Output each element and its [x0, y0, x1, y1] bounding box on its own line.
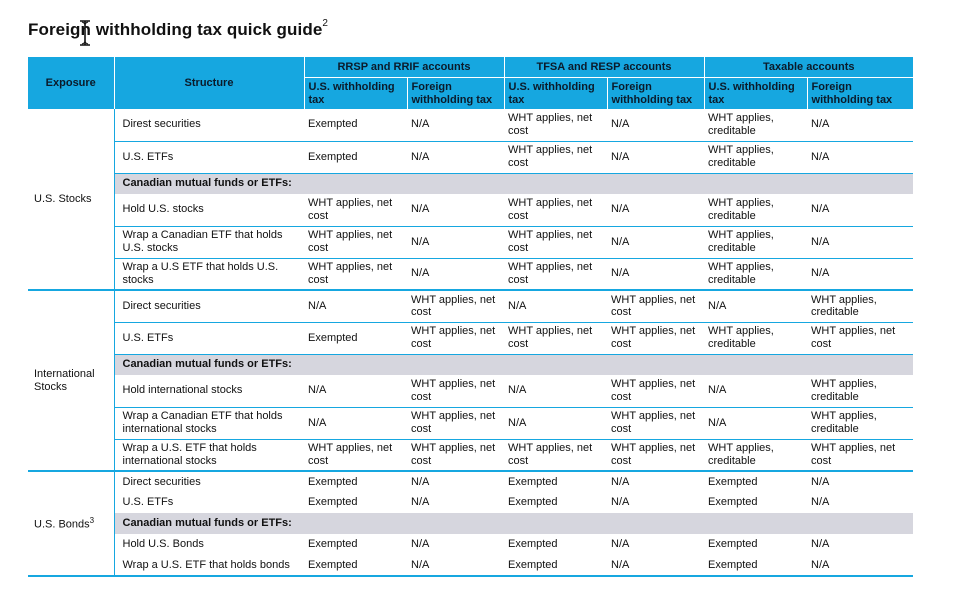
table-cell: WHT applies, creditable [704, 226, 807, 258]
structure-cell: Wrap a Canadian ETF that holds international stocks [114, 407, 304, 439]
table-cell: WHT applies, net cost [504, 109, 607, 141]
header-group-tfsa: TFSA and RESP accounts [504, 57, 704, 78]
exposure-label [28, 290, 114, 471]
table-cell: Exempted [508, 496, 558, 509]
table-cell: WHT applies, net cost [504, 194, 607, 226]
structure-cell: U.S. ETFs [122, 496, 174, 509]
table-cell: Exempted [308, 496, 358, 509]
table-cell: WHT applies, creditable [704, 258, 807, 290]
table-cell: WHT applies, creditable [704, 109, 807, 141]
table-row [28, 375, 913, 407]
exposure-label-text: U.S. Bonds [34, 519, 90, 532]
section-band: Canadian mutual funds or ETFs: [114, 513, 913, 534]
table-cell: N/A [407, 226, 504, 258]
table-cell: N/A [504, 407, 607, 439]
table-cell: WHT applies, net cost [407, 375, 504, 407]
table-cell: Exempted [704, 555, 807, 576]
table-cell: WHT applies, net cost [504, 258, 607, 290]
structure-cell: Wrap a Canadian ETF that holds U.S. stocks [114, 226, 304, 258]
table-cell: N/A [304, 290, 407, 322]
table-cell: N/A [607, 226, 704, 258]
table-row [28, 471, 913, 492]
table-cell: WHT applies, net cost [304, 258, 407, 290]
table-cell: WHT applies, creditable [704, 141, 807, 173]
table-cell: Exempted [708, 475, 758, 488]
table-cell: N/A [811, 475, 830, 488]
table-cell: WHT applies, net cost [607, 439, 704, 471]
table-cell: N/A [607, 194, 704, 226]
table-cell: WHT applies, net cost [504, 439, 607, 471]
header-sub: Foreign withholding tax [807, 78, 913, 110]
text-cursor-icon [77, 20, 93, 46]
table-cell: N/A [407, 194, 504, 226]
table-row [28, 109, 913, 141]
table-cell: Exempted [304, 555, 407, 576]
table-cell: WHT applies, creditable [807, 375, 913, 407]
structure-cell: Direst securities [114, 109, 304, 141]
structure-cell: Hold international stocks [114, 375, 304, 407]
exposure-label [28, 109, 114, 290]
withholding-tax-table [28, 57, 913, 577]
table-cell: N/A [611, 538, 630, 551]
table-cell: N/A [611, 475, 630, 488]
table-cell: WHT applies, net cost [504, 226, 607, 258]
table-cell: WHT applies, net cost [807, 439, 913, 471]
header-structure: Structure [114, 57, 304, 109]
table-cell: WHT applies, net cost [407, 439, 504, 471]
header-group-taxable: Taxable accounts [704, 57, 913, 78]
structure-cell: Direct securities [122, 475, 201, 488]
table-cell: N/A [304, 375, 407, 407]
table-cell: WHT applies, creditable [807, 290, 913, 322]
table-cell: WHT applies, net cost [504, 322, 607, 354]
table-cell: Exempted [508, 538, 558, 551]
table-cell: N/A [807, 226, 913, 258]
table-cell: N/A [407, 109, 504, 141]
table-row [28, 290, 913, 322]
table-cell: N/A [807, 258, 913, 290]
table-cell: N/A [407, 141, 504, 173]
structure-cell: Wrap a U.S. ETF that holds bonds [114, 555, 304, 576]
table-row [28, 322, 913, 354]
page-title: Foreign withholding tax quick guide$^2$ [28, 18, 329, 39]
table-row [28, 439, 913, 471]
table-cell: N/A [704, 407, 807, 439]
exposure-label-text: U.S. Stocks [34, 192, 92, 205]
header-group-rrsp: RRSP and RRIF accounts [304, 57, 504, 78]
header-sub: U.S. withholding tax [704, 78, 807, 110]
table-cell: N/A [607, 555, 704, 576]
table-cell: WHT applies, creditable [807, 407, 913, 439]
table-row [28, 407, 913, 439]
table-cell: WHT applies, net cost [607, 290, 704, 322]
table-cell: WHT applies, net cost [504, 141, 607, 173]
table-row [28, 141, 913, 173]
header-sub: Foreign withholding tax [607, 78, 704, 110]
footnote-marker: 3 [89, 516, 95, 526]
section-band: Canadian mutual funds or ETFs: [114, 173, 913, 194]
header-sub: U.S. withholding tax [504, 78, 607, 110]
table-cell: Exempted [304, 322, 407, 354]
structure-cell: Wrap a U.S ETF that holds U.S. stocks [114, 258, 304, 290]
structure-cell: Hold U.S. stocks [114, 194, 304, 226]
table-cell: N/A [607, 141, 704, 173]
table-cell: WHT applies, creditable [704, 439, 807, 471]
table-cell: Exempted [304, 109, 407, 141]
table-cell: N/A [807, 109, 913, 141]
table-row [28, 555, 913, 576]
table-cell: N/A [611, 496, 630, 509]
structure-cell: Wrap a U.S. ETF that holds international stocks [114, 439, 304, 471]
table-cell: Exempted [304, 141, 407, 173]
table-cell: N/A [811, 496, 830, 509]
table-cell: WHT applies, net cost [807, 322, 913, 354]
table-cell: Exempted [708, 496, 758, 509]
table-cell: Exempted [508, 475, 558, 488]
table-cell: N/A [807, 141, 913, 173]
structure-cell: U.S. ETFs [114, 322, 304, 354]
table-cell: Exempted [308, 538, 358, 551]
table-cell: N/A [411, 475, 430, 488]
table-cell: Exempted [504, 555, 607, 576]
table-cell: N/A [411, 538, 430, 551]
table-row [28, 492, 913, 513]
table-cell: WHT applies, net cost [407, 407, 504, 439]
table-cell: N/A [807, 555, 913, 576]
table-cell: N/A [704, 290, 807, 322]
table-cell: N/A [411, 496, 430, 509]
structure-cell: Direct securities [114, 290, 304, 322]
table-row [28, 513, 913, 534]
table-cell: N/A [607, 258, 704, 290]
table-cell: Exempted [308, 475, 358, 488]
table-cell: N/A [704, 375, 807, 407]
table-cell: WHT applies, creditable [704, 194, 807, 226]
table-cell: WHT applies, net cost [304, 194, 407, 226]
header-exposure: Exposure [28, 57, 114, 109]
table-cell: WHT applies, net cost [607, 375, 704, 407]
header-sub: U.S. withholding tax [304, 78, 407, 110]
header-sub: Foreign withholding tax [407, 78, 504, 110]
table-cell: WHT applies, net cost [607, 322, 704, 354]
table-cell: N/A [811, 538, 830, 551]
table-row [28, 258, 913, 290]
table-cell: WHT applies, net cost [304, 439, 407, 471]
structure-cell: Hold U.S. Bonds [122, 538, 204, 551]
table-cell: N/A [607, 109, 704, 141]
table-cell: WHT applies, net cost [304, 226, 407, 258]
table-cell: N/A [304, 407, 407, 439]
structure-cell: U.S. ETFs [114, 141, 304, 173]
title-footnote-marker: 2 [322, 18, 329, 30]
table-cell: N/A [407, 555, 504, 576]
table-row [28, 194, 913, 226]
table-cell: N/A [504, 375, 607, 407]
table-cell: WHT applies, creditable [704, 322, 807, 354]
exposure-label-text: International Stocks [34, 367, 95, 393]
table-row [28, 226, 913, 258]
table-cell: N/A [504, 290, 607, 322]
table-cell: WHT applies, net cost [407, 290, 504, 322]
table-cell: Exempted [708, 538, 758, 551]
table-row [28, 534, 913, 555]
table-row [28, 173, 913, 194]
table-row [28, 354, 913, 375]
table-cell: N/A [807, 194, 913, 226]
table-cell: N/A [407, 258, 504, 290]
table-cell: WHT applies, net cost [407, 322, 504, 354]
section-band: Canadian mutual funds or ETFs: [114, 354, 913, 375]
table-cell: WHT applies, net cost [607, 407, 704, 439]
exposure-label [28, 471, 114, 576]
